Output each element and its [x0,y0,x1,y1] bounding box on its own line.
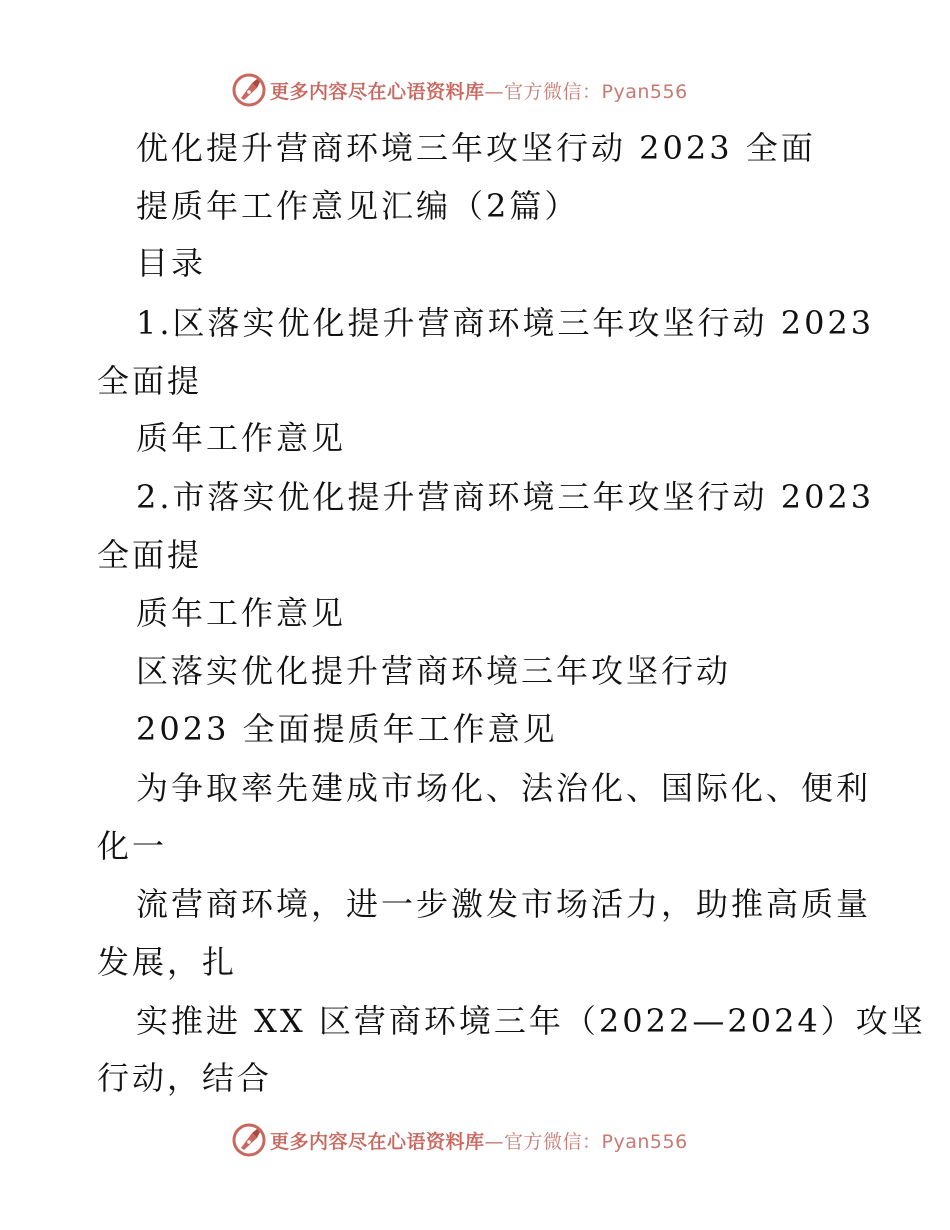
paragraph-line-6: 行动，结合 [97,1059,273,1097]
paragraph-line-5: 实推进 XX 区营商环境三年（2022—2024）攻坚 [136,1002,926,1040]
doc-title-line-2: 提质年工作意见汇编（2篇） [136,187,580,225]
section-title-line-1: 区落实优化提升营商环境三年攻坚行动 [136,652,732,690]
watermark-sub: —官方微信：Pyan556 [484,1130,688,1153]
paragraph-line-1: 为争取率先建成市场化、法治化、国际化、便利 [136,769,872,807]
paragraph-line-3: 流营商环境，进一步激发市场活力，助推高质量 [136,885,872,923]
paragraph-line-2: 化一 [97,827,168,865]
toc-item-2-line-1: 2.市落实优化提升营商环境三年攻坚行动 2023 [136,478,875,516]
toc-item-2-line-3: 质年工作意见 [136,594,347,632]
toc-heading: 目录 [136,244,207,282]
pen-nib-logo-icon [232,1123,266,1157]
watermark-text [270,1127,688,1154]
toc-item-2-line-2: 全面提 [97,536,203,574]
toc-item-1-line-1: 1.区落实优化提升营商环境三年攻坚行动 2023 [136,304,875,342]
section-title-line-2: 2023 全面提质年工作意见 [136,710,558,748]
toc-item-1-line-2: 全面提 [97,362,203,400]
doc-title-line-1: 优化提升营商环境三年攻坚行动 2023 全面 [136,129,816,167]
watermark-main: 更多内容尽在心语资料库 [270,1130,485,1153]
watermark-sub: —官方微信：Pyan556 [484,80,688,103]
paragraph-line-4: 发展，扎 [97,943,238,981]
toc-item-1-line-3: 质年工作意见 [136,419,347,457]
watermark-main: 更多内容尽在心语资料库 [270,80,485,103]
footer-watermark [232,1122,752,1158]
